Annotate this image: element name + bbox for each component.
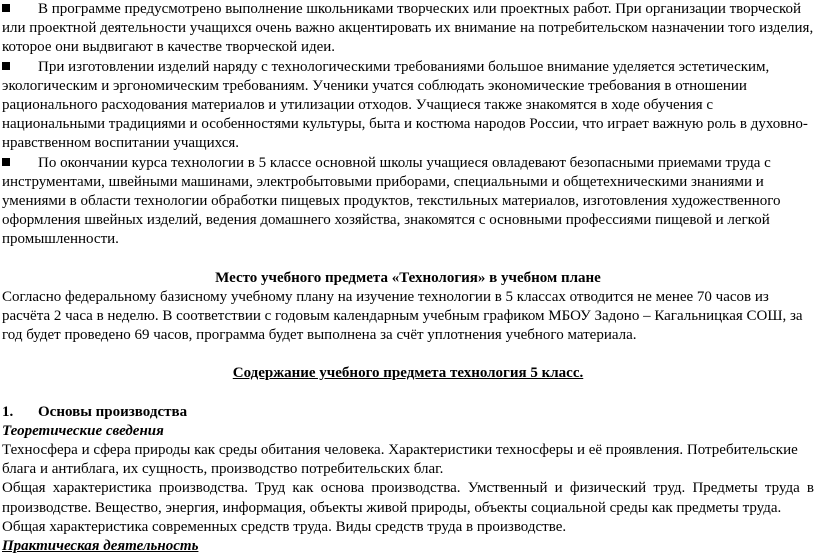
place-text: Согласно федеральному базисному учебному плану на изучение технологии в 5 классах отводится не менее 70 часов из расчёта 2 часа в неделю. В соответствии с годовым календарным учебным графиком МБОУ Задоно – Кагальницкая СОШ, за год будет проведено 69 часов, программа будет выполнена за счёт уплотнения учебного материала. [2, 288, 803, 344]
content-heading: Содержание учебного предмета технология 5 класс. [232, 365, 584, 382]
theory-paragraph: Общая характеристика производства. Труд как основа производства. Умственный и физический труд. Предметы труда в производстве. Вещество, энергия, информация, объекты живой природы, объекты социальной среды как предметы труда. [2, 480, 814, 516]
bullet-text: При изготовлении изделий наряду с технологическими требованиями большое внимание уделяется эстетическим, экологическим и эргономическим требованиям. Ученики учатся соблюдать экономические требования в отношении рационального расходования материалов и утилизации отходов. Учащиеся также знакомятся в ходе обучения с национальными традициями и особенностями культуры, быта и костюма народов России, что играет важную роль в духовно-нравственном воспитании учащихся. [2, 58, 808, 152]
spacer [2, 250, 814, 269]
section-title-text: Основы производства [38, 403, 188, 420]
place-heading: Место учебного предмета «Технология» в учебном плане [215, 269, 601, 286]
bullet-icon [2, 62, 10, 70]
spacer [2, 384, 814, 403]
bullet-icon [2, 4, 10, 12]
practice-heading: Практическая деятельность [2, 538, 199, 555]
spacer [2, 345, 814, 364]
bullet-text: В программе предусмотрено выполнение школьниками творческих или проектных работ. При организации творческой или проектной деятельности учащихся очень важно акцентировать их внимание на потребительском назначении того изделия, которое они выдвигают в качестве творческой идеи. [2, 1, 814, 56]
theory-paragraph: Общая характеристика современных средств труда. Виды средств труда в производстве. [2, 518, 567, 535]
section-number: 1. [2, 403, 14, 420]
bullet-paragraph [2, 154, 814, 250]
section-title [2, 403, 814, 422]
bullet-paragraph [2, 0, 814, 58]
bullet-text: По окончании курса технологии в 5 классе основной школы учащиеся овладевают безопасными приемами труда с инструментами, швейными машинами, электробытовыми приборами, специальными и общетехническими знаниями и умениями в области технологии обработки пищевых продуктов, текстильных материалов, изготовления художественного оформления швейных изделий, ведения домашнего хозяйства, знакомятся с основными профессиями пищевой и легкой промышленности. [2, 154, 781, 248]
theory-heading: Теоретические сведения [2, 422, 164, 439]
bullet-icon [2, 158, 10, 166]
theory-paragraph: Техносфера и сфера природы как среды обитания человека. Характеристики техносферы и её проявления. Потребительские блага и антиблага, их сущность, производство потребительских благ. [2, 442, 798, 478]
bullet-paragraph [2, 58, 814, 154]
